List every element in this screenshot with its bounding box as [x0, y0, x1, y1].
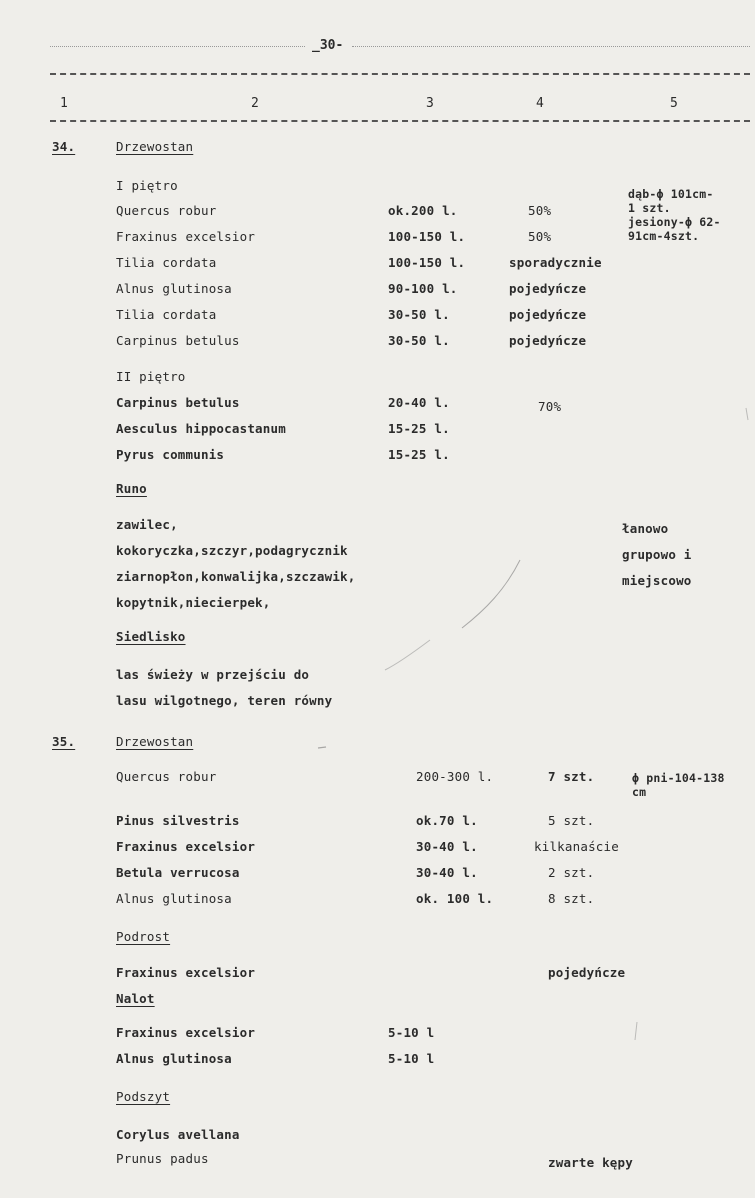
species-age: ok.70 l. — [416, 813, 478, 828]
species-share: sporadycznie — [509, 255, 602, 270]
remark-line: 1 szt. — [628, 201, 671, 215]
storey-2-label: II piętro — [116, 369, 186, 384]
species-name: Alnus glutinosa — [116, 891, 232, 906]
species-age: 90-100 l. — [388, 281, 458, 296]
species-name: Fraxinus excelsior — [116, 839, 256, 854]
siedlisko-line: las świeży w przejściu do — [116, 667, 310, 682]
species-name: Alnus glutinosa — [116, 1051, 232, 1066]
species-share: pojedyńcze — [509, 333, 587, 348]
section-34-number: 34. — [52, 139, 76, 154]
species-name: Alnus glutinosa — [116, 281, 232, 296]
species-remark: zwarte kępy — [548, 1155, 633, 1170]
species-name: Fraxinus excelsior — [116, 965, 256, 980]
species-name: Pyrus communis — [116, 447, 225, 462]
remark-line: ϕ pni-104-138 — [632, 771, 725, 785]
species-share: pojedyńcze — [548, 965, 626, 980]
species-age: 100-150 l. — [388, 255, 466, 270]
nalot-heading: Nalot — [116, 991, 155, 1006]
runo-heading: Runo — [116, 481, 147, 496]
siedlisko-heading: Siedlisko — [116, 629, 186, 644]
species-age: 5-10 l — [388, 1025, 435, 1040]
column-header-1: 1 — [60, 96, 68, 111]
species-name: Pinus silvestris — [116, 813, 240, 828]
species-age: 200-300 l. — [416, 769, 494, 784]
species-share: pojedyńcze — [509, 281, 587, 296]
species-name: Fraxinus excelsior — [116, 1025, 256, 1040]
species-age: 15-25 l. — [388, 421, 450, 436]
species-age: 20-40 l. — [388, 395, 450, 410]
section-35-heading: Drzewostan — [116, 734, 194, 749]
species-name: Carpinus betulus — [116, 395, 240, 410]
species-name: Quercus robur — [116, 203, 217, 218]
siedlisko-line: lasu wilgotnego, teren równy — [116, 693, 333, 708]
species-name: Aesculus hippocastanum — [116, 421, 286, 436]
species-name: Carpinus betulus — [116, 333, 240, 348]
section-35-number: 35. — [52, 734, 76, 749]
species-share: 7 szt. — [548, 769, 595, 784]
remark-line: dąb-ϕ 101cm- — [628, 187, 714, 201]
species-age: ok.200 l. — [388, 203, 458, 218]
species-share: 50% — [528, 203, 552, 218]
species-name: Fraxinus excelsior — [116, 229, 256, 244]
remark-line: miejscowo — [622, 573, 692, 588]
podrost-heading: Podrost — [116, 929, 171, 944]
runo-line: kopytnik,niecierpek, — [116, 595, 271, 610]
species-name: Prunus padus — [116, 1151, 209, 1166]
species-share: 5 szt. — [548, 813, 595, 828]
species-name: Betula verrucosa — [116, 865, 240, 880]
species-age: 30-50 l. — [388, 333, 450, 348]
runo-line: zawilec, — [116, 517, 178, 532]
storey-1-label: I piętro — [116, 178, 178, 193]
species-name: Tilia cordata — [116, 307, 217, 322]
species-age: 100-150 l. — [388, 229, 466, 244]
species-share: 50% — [528, 229, 552, 244]
remark-line: 91cm-4szt. — [628, 229, 700, 243]
species-age: 5-10 l — [388, 1051, 435, 1066]
column-header-4: 4 — [536, 96, 544, 111]
species-name: Corylus avellana — [116, 1127, 240, 1142]
column-header-2: 2 — [251, 96, 259, 111]
species-age: ok. 100 l. — [416, 891, 494, 906]
section-34-heading: Drzewostan — [116, 139, 194, 154]
column-header-3: 3 — [426, 96, 434, 111]
runo-line: ziarnopłon,konwalijka,szczawik, — [116, 569, 356, 584]
species-name: Tilia cordata — [116, 255, 217, 270]
page-number: _30- — [312, 38, 344, 53]
species-age: 30-40 l. — [416, 865, 478, 880]
remark-line: jesiony-ϕ 62- — [628, 215, 721, 229]
species-share: 70% — [538, 399, 562, 414]
remark-line: łanowo — [622, 521, 669, 536]
species-age: 30-40 l. — [416, 839, 478, 854]
remark-line: cm — [632, 785, 647, 799]
podszyt-heading: Podszyt — [116, 1089, 171, 1104]
remark-line: grupowo i — [622, 547, 692, 562]
species-age: 30-50 l. — [388, 307, 450, 322]
column-header-5: 5 — [670, 96, 678, 111]
species-name: Quercus robur — [116, 769, 217, 784]
species-share: 2 szt. — [548, 865, 595, 880]
species-age: 15-25 l. — [388, 447, 450, 462]
runo-line: kokoryczka,szczyr,podagrycznik — [116, 543, 348, 558]
species-share: pojedyńcze — [509, 307, 587, 322]
species-share: 8 szt. — [548, 891, 595, 906]
species-share: kilkanaście — [534, 839, 619, 854]
